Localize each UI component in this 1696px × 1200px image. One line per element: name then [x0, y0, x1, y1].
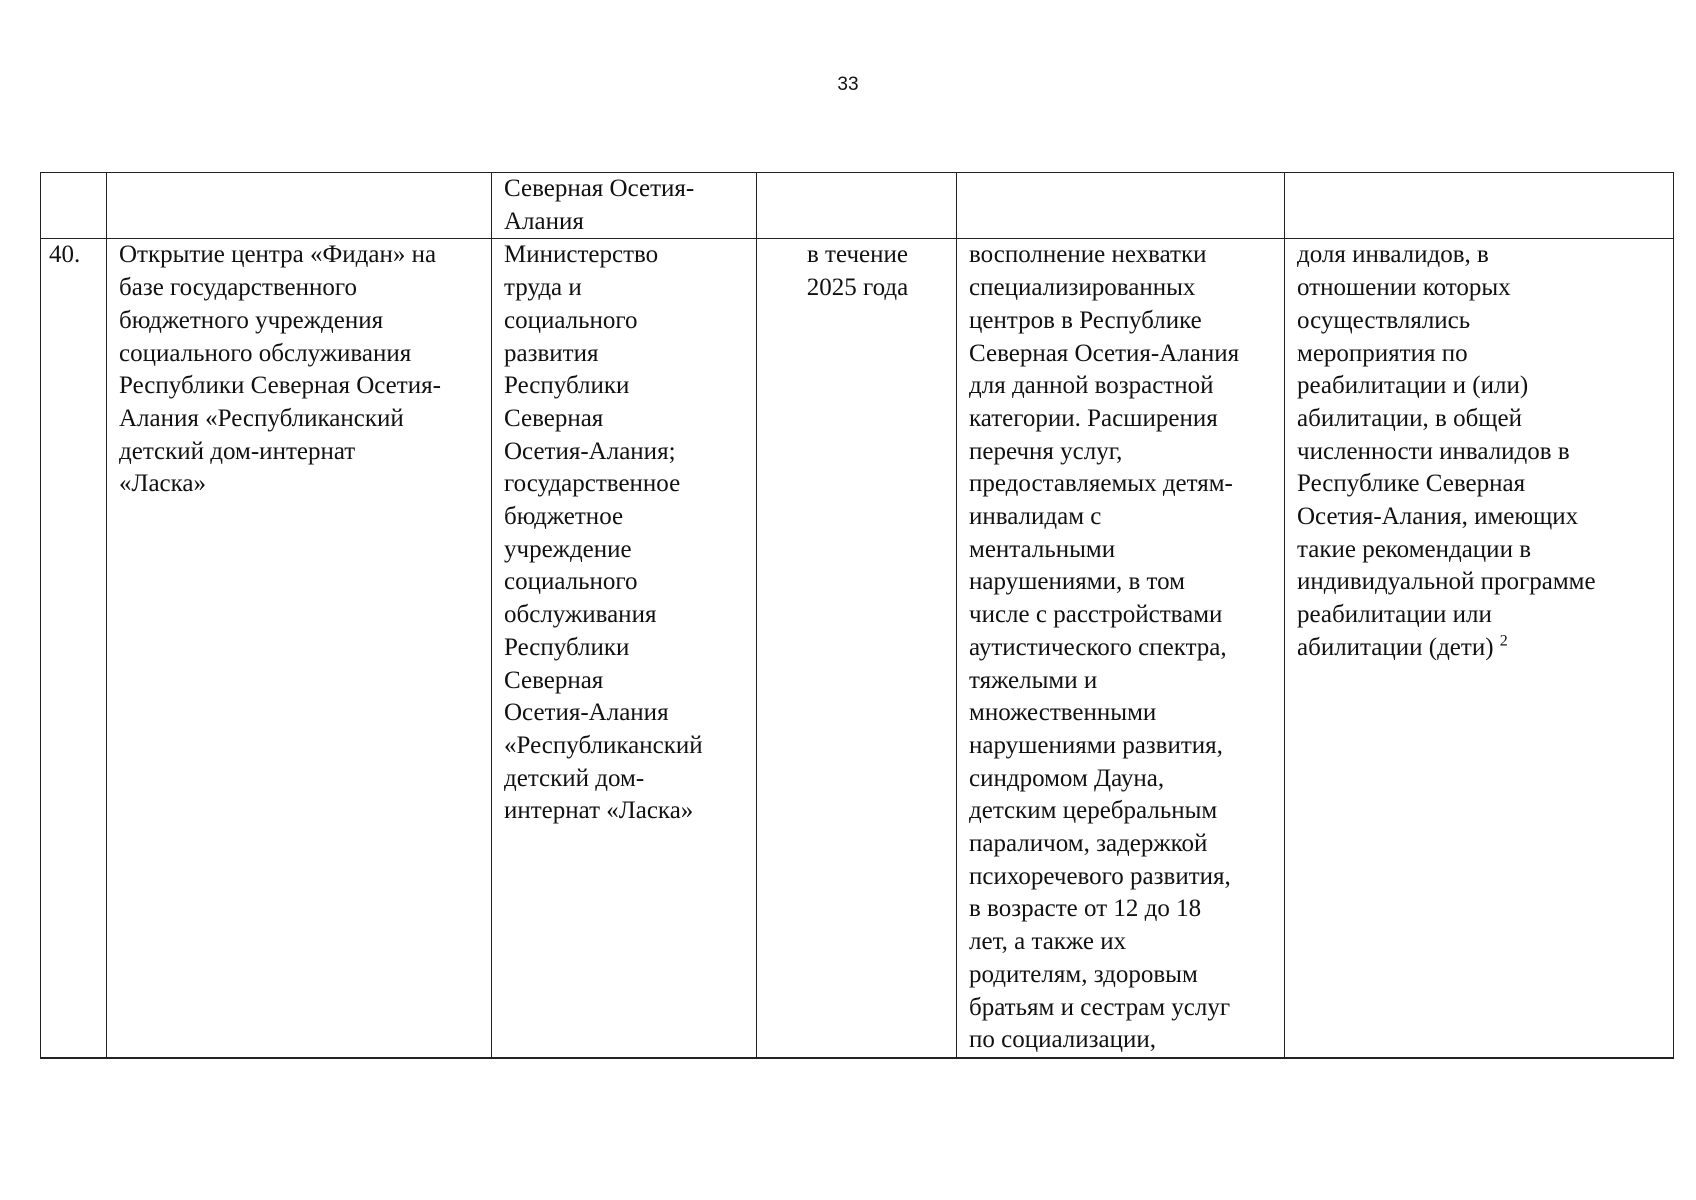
- row-number: 40.: [49, 241, 81, 269]
- cell-indicator: [1285, 239, 1674, 1058]
- cell-event: [107, 239, 492, 1058]
- page-number: 33: [837, 74, 859, 95]
- deadline-text: в течение 2025 года: [806, 241, 909, 302]
- cell-responsible: [492, 239, 757, 1058]
- responsible-continued-text: Северная Осетия- Алания: [504, 175, 695, 235]
- responsible-text: Министерство труда и социального развития Республики Северная Осетия-Алания; государственное бюджетное учреждение социального обслуживания Республики Северная Осетия-Алания «Республиканский детский дом- интернат «Ласка»: [504, 241, 703, 825]
- table-row-continued: [41, 173, 1674, 239]
- cell-number: [41, 239, 107, 1058]
- cell-deadline: [757, 173, 957, 239]
- cell-responsible: [492, 173, 757, 239]
- footnote-marker: 2: [1499, 632, 1508, 650]
- cell-deadline: [757, 239, 957, 1058]
- cell-result: [957, 239, 1285, 1058]
- table-row: [41, 239, 1674, 1058]
- result-text: восполнение нехватки специализированных центров в Республике Северная Осетия-Алания для данной возрастной категории. Расширения перечня услуг, предоставляемых детям- инвалидам с ментальными нарушениями, в том числе с расстройствами аутистического спектра, тяжелыми и множественными нарушениями развития, синдромом Дауна, детским церебральным параличом, задержкой психоречевого развития, в возрасте от 12 до 18 лет, а также их родителям, здоровым братьям и сестрам услуг по социализации,: [969, 241, 1240, 1054]
- measures-table: [40, 172, 1674, 1059]
- cell-indicator: [1285, 173, 1674, 239]
- cell-result: [957, 173, 1285, 239]
- cell-event: [107, 173, 492, 239]
- event-text: Открытие центра «Фидан» на базе государственного бюджетного учреждения социального обслуживания Республики Северная Осетия- Алания «Республиканский детский дом-интернат «Ласка»: [119, 241, 441, 498]
- indicator-text: доля инвалидов, в отношении которых осуществлялись мероприятия по реабилитации и (или) абилитации, в общей численности инвалидов в Республике Северная Осетия-Алания, имеющих такие рекомендации в индивидуальной программе реабилитации или абилитации (дети): [1297, 241, 1596, 661]
- cell-number: [41, 173, 107, 239]
